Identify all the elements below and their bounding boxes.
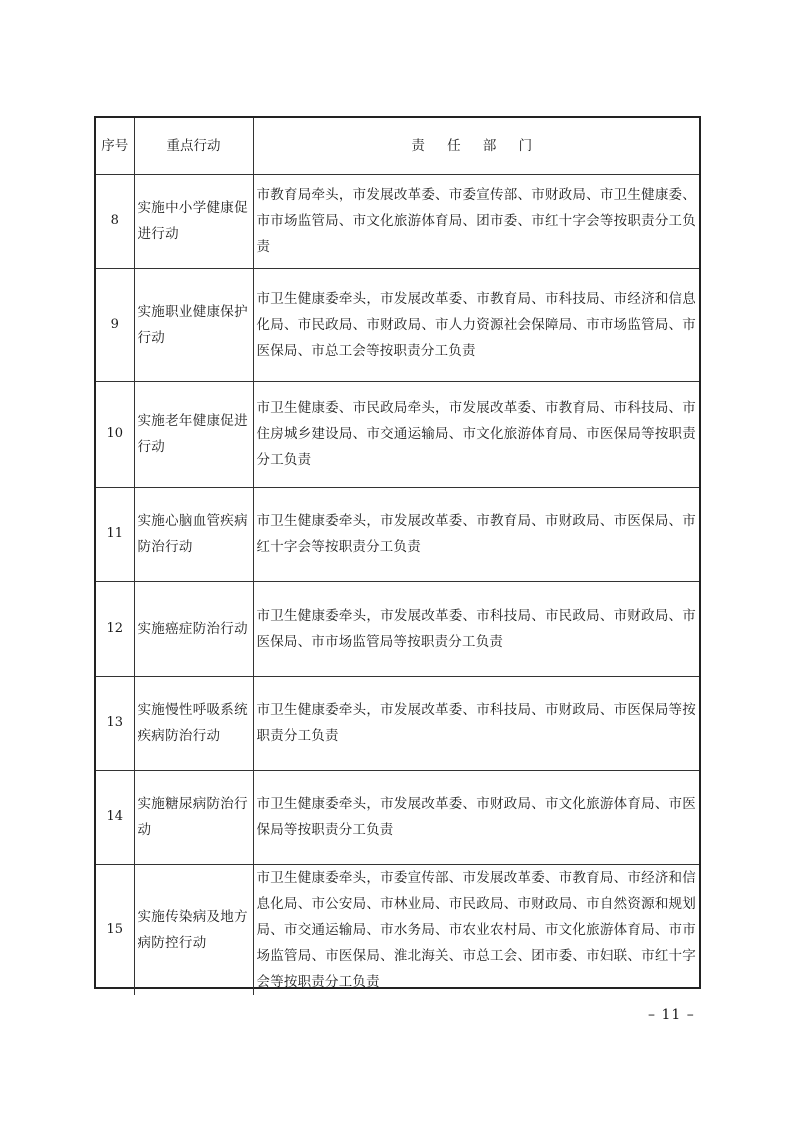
table-row xyxy=(96,770,699,864)
row-seq: 8 xyxy=(96,174,134,268)
table-row xyxy=(96,487,699,581)
row-dept: 市教育局牵头，市发展改革委、市委宣传部、市财政局、市卫生健康委、市市场监管局、市文化旅游体育局、团市委、市红十字会等按职责分工负责 xyxy=(253,174,699,268)
row-seq: 12 xyxy=(96,581,134,676)
row-action: 实施糖尿病防治行动 xyxy=(134,770,253,864)
responsibility-table-frame xyxy=(94,116,701,989)
row-seq: 9 xyxy=(96,268,134,381)
header-action: 重点行动 xyxy=(134,118,253,174)
row-action: 实施心脑血管疾病防治行动 xyxy=(134,487,253,581)
row-seq: 13 xyxy=(96,676,134,770)
header-seq: 序号 xyxy=(96,118,134,174)
row-seq: 10 xyxy=(96,381,134,487)
table-row xyxy=(96,864,699,995)
table-row xyxy=(96,268,699,381)
row-action: 实施传染病及地方病防控行动 xyxy=(134,864,253,995)
row-dept: 市卫生健康委牵头，市发展改革委、市教育局、市科技局、市经济和信息化局、市民政局、市财政局、市人力资源社会保障局、市市场监管局、市医保局、市总工会等按职责分工负责 xyxy=(253,268,699,381)
table-row xyxy=(96,174,699,268)
row-action: 实施中小学健康促进行动 xyxy=(134,174,253,268)
table-header-row xyxy=(96,118,699,174)
table-row xyxy=(96,676,699,770)
responsibility-table xyxy=(96,118,699,995)
table-row xyxy=(96,581,699,676)
row-action: 实施老年健康促进行动 xyxy=(134,381,253,487)
row-seq: 14 xyxy=(96,770,134,864)
header-dept-label: 责 任 部 门 xyxy=(411,137,542,154)
row-action: 实施癌症防治行动 xyxy=(134,581,253,676)
row-dept: 市卫生健康委牵头，市发展改革委、市财政局、市文化旅游体育局、市医保局等按职责分工负责 xyxy=(253,770,699,864)
table-row xyxy=(96,381,699,487)
row-dept: 市卫生健康委牵头，市委宣传部、市发展改革委、市教育局、市经济和信息化局、市公安局、市林业局、市民政局、市财政局、市自然资源和规划局、市交通运输局、市水务局、市农业农村局、市文化旅游体育局、市市场监管局、市医保局、淮北海关、市总工会、团市委、市妇联、市红十字会等按职责分工负责 xyxy=(253,864,699,995)
header-dept xyxy=(253,118,699,174)
row-dept: 市卫生健康委牵头，市发展改革委、市科技局、市民政局、市财政局、市医保局、市市场监管局等按职责分工负责 xyxy=(253,581,699,676)
row-seq: 11 xyxy=(96,487,134,581)
row-seq: 15 xyxy=(96,864,134,995)
page-number: – 11 – xyxy=(648,1007,695,1023)
row-dept: 市卫生健康委、市民政局牵头，市发展改革委、市教育局、市科技局、市住房城乡建设局、市交通运输局、市文化旅游体育局、市医保局等按职责分工负责 xyxy=(253,381,699,487)
row-action: 实施慢性呼吸系统疾病防治行动 xyxy=(134,676,253,770)
row-dept: 市卫生健康委牵头，市发展改革委、市教育局、市财政局、市医保局、市红十字会等按职责分工负责 xyxy=(253,487,699,581)
row-dept: 市卫生健康委牵头，市发展改革委、市科技局、市财政局、市医保局等按职责分工负责 xyxy=(253,676,699,770)
row-action: 实施职业健康保护行动 xyxy=(134,268,253,381)
